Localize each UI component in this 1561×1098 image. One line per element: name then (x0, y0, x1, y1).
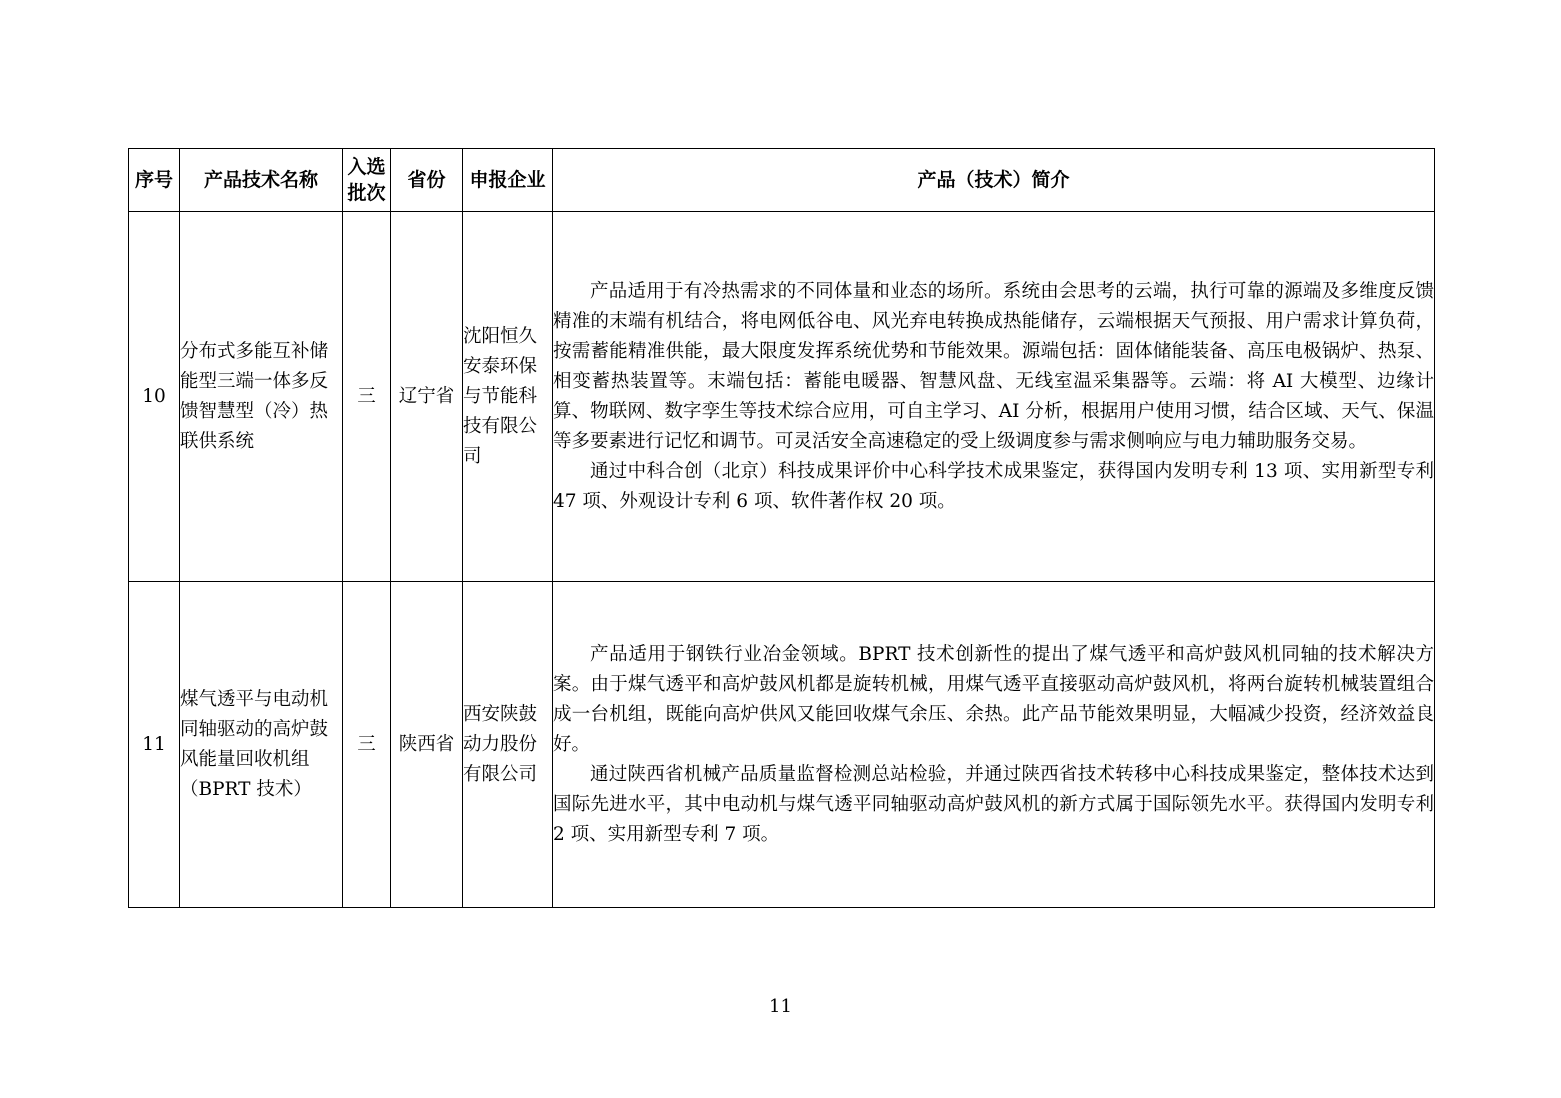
header-batch-line1: 入选 (347, 156, 386, 178)
header-num: 序号 (129, 149, 180, 212)
table-row (129, 212, 1435, 582)
row-company: 沈阳恒久安泰环保与节能科技有限公司 (463, 212, 553, 582)
table-row (129, 582, 1435, 908)
row-description (553, 212, 1435, 582)
row-batch: 三 (343, 212, 391, 582)
header-batch (343, 149, 391, 212)
row-product-name: 煤气透平与电动机同轴驱动的高炉鼓风能量回收机组（BPRT 技术） (180, 582, 343, 908)
header-company: 申报企业 (463, 149, 553, 212)
row-description (553, 582, 1435, 908)
row-num: 10 (129, 212, 180, 582)
header-desc: 产品（技术）简介 (553, 149, 1435, 212)
row-product-name: 分布式多能互补储能型三端一体多反馈智慧型（冷）热联供系统 (180, 212, 343, 582)
row-province: 辽宁省 (391, 212, 463, 582)
description-paragraph-2: 通过中科合创（北京）科技成果评价中心科学技术成果鉴定，获得国内发明专利 13 项、实用新型专利 47 项、外观设计专利 6 项、软件著作权 20 项。 (553, 460, 1434, 512)
description-paragraph-2: 通过陕西省机械产品质量监督检测总站检验，并通过陕西省技术转移中心科技成果鉴定，整体技术达到国际先进水平，其中电动机与煤气透平同轴驱动高炉鼓风机的新方式属于国际领先水平。获得国内发明专利 2 项、实用新型专利 7 项。 (553, 763, 1434, 845)
header-batch-line2: 批次 (347, 182, 386, 204)
description-paragraph-1: 产品适用于钢铁行业冶金领域。BPRT 技术创新性的提出了煤气透平和高炉鼓风机同轴的技术解决方案。由于煤气透平和高炉鼓风机都是旋转机械，用煤气透平直接驱动高炉鼓风机，将两台旋转机械装置组合成一台机组，既能向高炉供风又能回收煤气余压、余热。此产品节能效果明显，大幅减少投资，经济效益良好。 (553, 643, 1434, 755)
description-paragraph-1: 产品适用于有冷热需求的不同体量和业态的场所。系统由会思考的云端，执行可靠的源端及多维度反馈精准的末端有机结合，将电网低谷电、风光弃电转换成热能储存，云端根据天气预报、用户需求计算负荷，按需蓄能精准供能，最大限度发挥系统优势和节能效果。源端包括：固体储能装备、高压电极锅炉、热泵、相变蓄热装置等。末端包括：蓄能电暖器、智慧风盘、无线室温采集器等。云端：将 AI 大模型、边缘计算、物联网、数字孪生等技术综合应用，可自主学习、AI 分析，根据用户使用习惯，结合区域、天气、保温等多要素进行记忆和调节。可灵活安全高速稳定的受上级调度参与需求侧响应与电力辅助服务交易。 (553, 280, 1434, 452)
row-company: 西安陕鼓动力股份有限公司 (463, 582, 553, 908)
table-header-row (129, 149, 1435, 212)
row-num: 11 (129, 582, 180, 908)
page-number: 11 (769, 996, 792, 1017)
header-province: 省份 (391, 149, 463, 212)
product-table (128, 148, 1435, 908)
row-province: 陕西省 (391, 582, 463, 908)
header-name: 产品技术名称 (180, 149, 343, 212)
row-batch: 三 (343, 582, 391, 908)
